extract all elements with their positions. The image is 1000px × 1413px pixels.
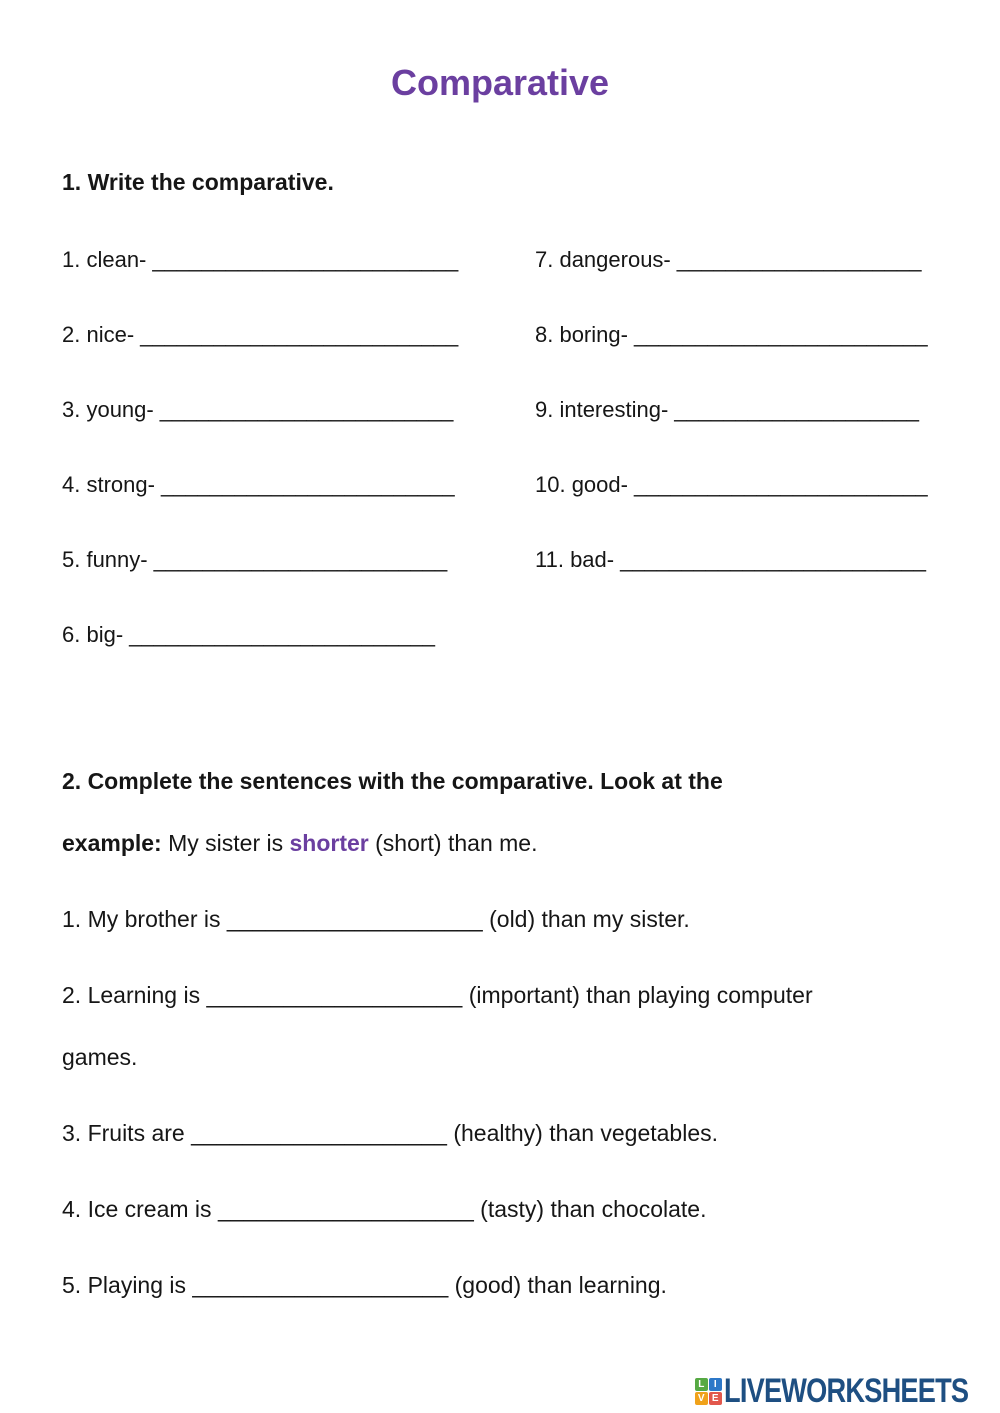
exercise1-right-column — [535, 246, 960, 696]
answer-blank[interactable]: ________________________ — [633, 472, 928, 497]
answer-blank[interactable]: ________________________ — [633, 322, 928, 347]
answer-blank[interactable]: ____________________ — [226, 906, 483, 932]
exercise1-item — [535, 396, 960, 471]
exercise1-item-label: 3. young- — [62, 397, 154, 422]
exercise1-item-label: 5. funny- — [62, 547, 148, 572]
exercise1-item — [62, 246, 535, 321]
answer-blank[interactable]: ________________________ — [159, 397, 454, 422]
exercise1-item — [535, 471, 960, 546]
exercise1-item — [62, 321, 535, 396]
exercise1-item — [62, 621, 535, 696]
exercise1-item-label: 6. big- — [62, 622, 124, 647]
exercise1-item — [62, 471, 535, 546]
answer-blank[interactable]: ____________________ — [217, 1196, 474, 1222]
text-segment: 4. Ice cream is — [62, 1196, 218, 1222]
answer-blank[interactable]: ____________________ — [674, 397, 920, 422]
exercise1-item-label: 2. nice- — [62, 322, 135, 347]
text-segment: (good) than learning. — [448, 1272, 667, 1298]
answer-blank[interactable]: ____________________ — [192, 1272, 449, 1298]
exercise2-sentence — [62, 1102, 962, 1164]
logo-square-l: L — [695, 1378, 708, 1391]
exercise2-section — [62, 750, 962, 1330]
text-segment: (old) than my sister. — [482, 906, 690, 932]
liveworksheets-logotype: LIVEWORKSHEETS — [723, 1372, 968, 1410]
exercise2-sentence — [62, 964, 962, 1088]
exercise1-item-label: 1. clean- — [62, 247, 147, 272]
exercise1-item — [535, 321, 960, 396]
liveworksheets-grid-icon — [695, 1378, 722, 1405]
exercise1-item — [62, 396, 535, 471]
exercise1-item — [535, 246, 960, 321]
exercise1-item-label: 11. bad- — [535, 547, 615, 572]
exercise1-item-label: 10. good- — [535, 472, 628, 497]
text-segment: 2. Complete the sentences with the comparative. Look at the — [62, 768, 723, 794]
exercise1-item-label: 4. strong- — [62, 472, 155, 497]
exercise1-columns — [62, 246, 960, 696]
text-segment: 3. Fruits are — [62, 1120, 192, 1146]
text-segment: 1. My brother is — [62, 906, 227, 932]
text-segment: shorter — [289, 830, 369, 856]
exercise1-item-label: 7. dangerous- — [535, 247, 671, 272]
logo-square-i: I — [709, 1378, 722, 1391]
exercise2-sentence — [62, 888, 962, 950]
answer-blank[interactable]: ________________________ — [160, 472, 455, 497]
exercise1-section — [62, 168, 960, 696]
exercise2-sentence — [62, 1178, 962, 1240]
page-title: Comparative — [390, 62, 610, 103]
text-segment: (tasty) than chocolate. — [473, 1196, 707, 1222]
answer-blank[interactable]: ____________________ — [676, 247, 922, 272]
exercise2-sentences — [62, 888, 962, 1316]
answer-blank[interactable]: _________________________ — [620, 547, 926, 572]
exercise2-heading — [62, 750, 962, 874]
exercise1-item-label: 8. boring- — [535, 322, 628, 347]
answer-blank[interactable]: ________________________ — [153, 547, 448, 572]
answer-blank[interactable]: ____________________ — [191, 1120, 447, 1146]
exercise2-sentence — [62, 1254, 962, 1316]
liveworksheets-logo[interactable] — [695, 1372, 968, 1411]
answer-blank[interactable]: _________________________ — [152, 247, 459, 272]
exercise1-heading: 1. Write the comparative. — [62, 169, 334, 195]
text-segment: (short) than me. — [368, 830, 538, 856]
exercise1-item — [62, 546, 535, 621]
exercise1-left-column — [62, 246, 535, 696]
exercise1-item — [535, 546, 960, 621]
answer-blank[interactable]: __________________________ — [140, 322, 459, 347]
logo-square-e: E — [709, 1392, 722, 1405]
logo-square-v: V — [695, 1392, 708, 1405]
text-segment: (healthy) than vegetables. — [446, 1120, 719, 1146]
text-segment: My sister is — [168, 830, 290, 856]
text-segment: 5. Playing is — [62, 1272, 193, 1298]
text-segment: (important) than playing computer — [462, 982, 813, 1008]
answer-blank[interactable]: ____________________ — [206, 982, 463, 1008]
text-segment: 2. Learning is — [62, 982, 207, 1008]
text-segment: games. — [62, 1044, 138, 1070]
text-segment: example: — [62, 830, 169, 856]
exercise1-item-label: 9. interesting- — [535, 397, 669, 422]
answer-blank[interactable]: _________________________ — [129, 622, 436, 647]
